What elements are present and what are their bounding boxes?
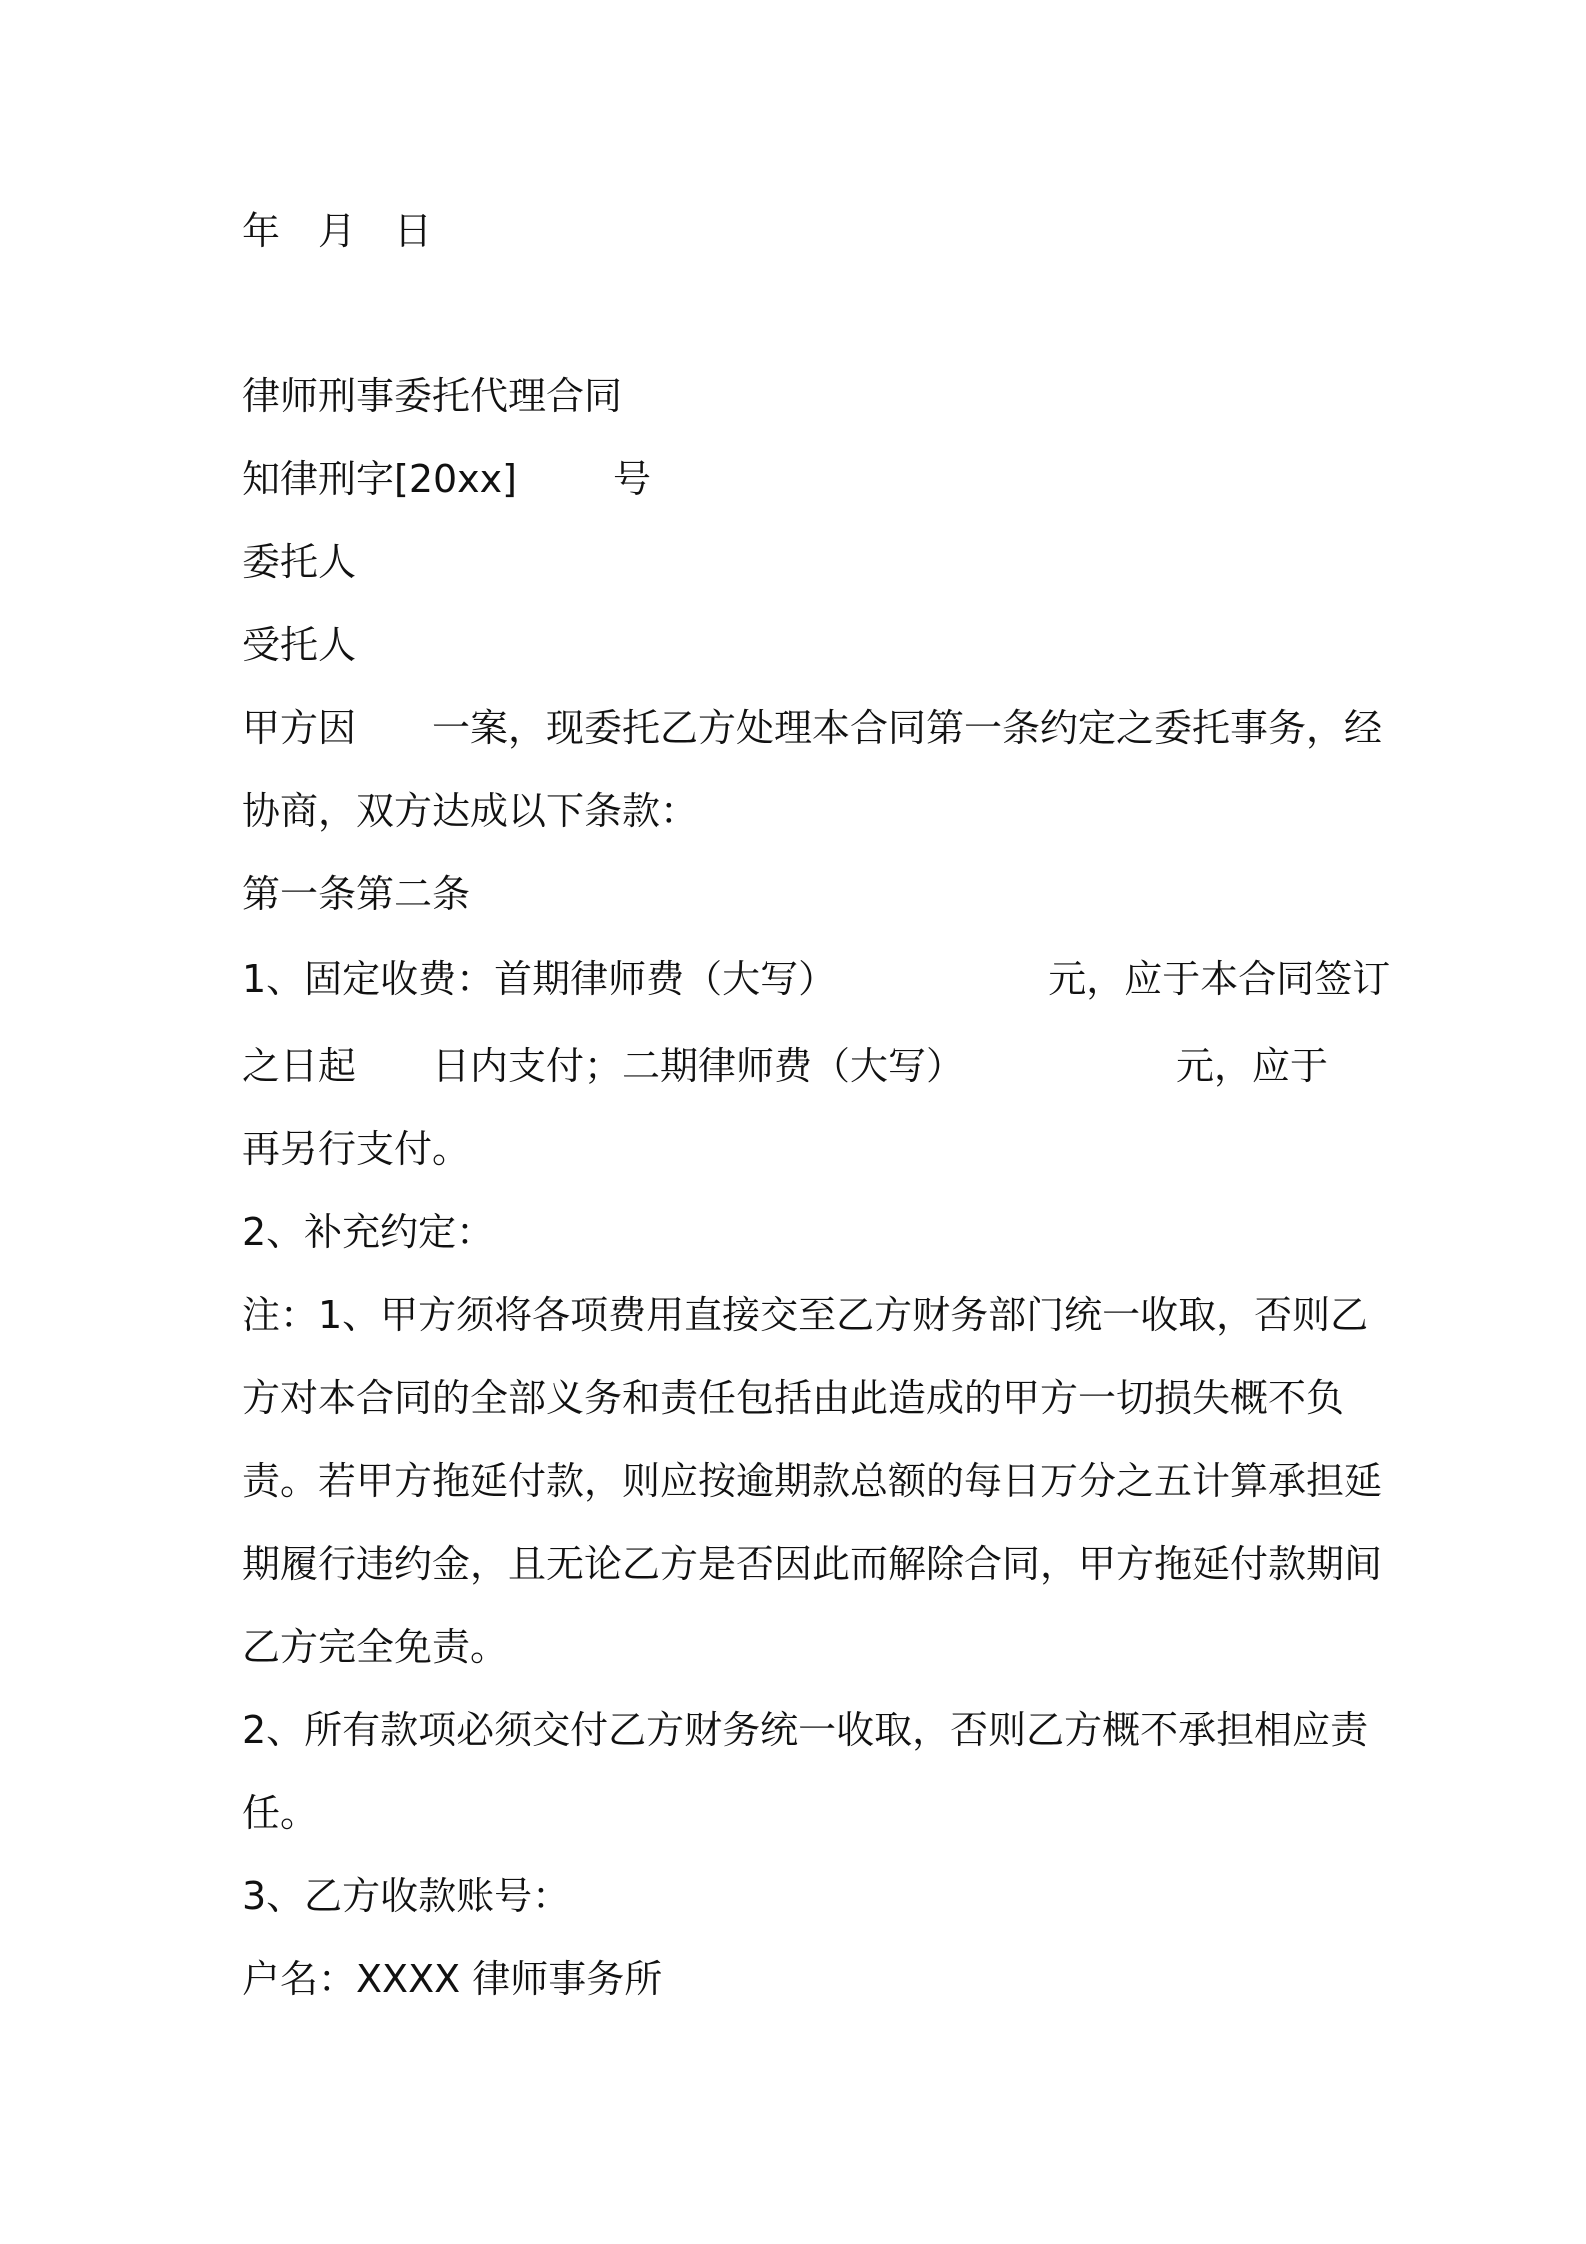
intro-case-text: 一案，现委托乙方处理本合同第一条约定之委托事务，经: [432, 706, 1383, 750]
fee-clause-line-3: 再另行支付。: [242, 1127, 471, 1171]
intro-because: 甲方因: [242, 706, 357, 750]
fee-clause-line-2: [242, 1043, 1328, 1089]
intro-line-1: [242, 705, 1382, 751]
date-day: 日: [394, 209, 433, 253]
agent-label: 受托人: [242, 623, 357, 667]
principal-label: 委托人: [242, 540, 357, 584]
fee-second-due: 元，应于: [1176, 1044, 1329, 1088]
fee-first-period: 1、固定收费：首期律师费（大写）: [242, 957, 837, 1001]
case-number-prefix: 知律刑字[20xx]: [242, 457, 517, 501]
note-line-4: 期履行违约金，且无论乙方是否因此而解除合同，甲方拖延付款期间: [242, 1542, 1383, 1586]
case-number: [242, 456, 651, 502]
note-line-2: 方对本合同的全部义务和责任包括由此造成的甲方一切损失概不负: [242, 1376, 1345, 1420]
contract-title: 律师刑事委托代理合同: [242, 374, 623, 418]
note-line-1: 注：1、甲方须将各项费用直接交至乙方财务部门统一收取，否则乙: [242, 1293, 1369, 1337]
fee-clause-line-1: [242, 956, 1390, 1002]
case-number-suffix: 号: [612, 457, 651, 501]
clause-2-line-2: 任。: [242, 1791, 319, 1835]
account-name: 户名：XXXX 律师事务所: [242, 1957, 663, 2001]
note-line-3: 责。若甲方拖延付款，则应按逾期款总额的每日万分之五计算承担延: [242, 1459, 1383, 1503]
date-year: 年: [242, 209, 281, 253]
fee-second-period: 日内支付；二期律师费（大写）: [432, 1044, 965, 1088]
clause-3-heading: 3、乙方收款账号：: [242, 1874, 571, 1918]
clause-2-line-1: 2、所有款项必须交付乙方财务统一收取，否则乙方概不承担相应责: [242, 1708, 1369, 1752]
fee-from-date: 之日起: [242, 1044, 357, 1088]
date-line: [242, 208, 432, 254]
fee-first-due: 元，应于本合同签订: [1048, 957, 1391, 1001]
supplement-heading: 2、补充约定：: [242, 1210, 495, 1254]
articles-heading: 第一条第二条: [242, 872, 471, 916]
date-month: 月: [318, 209, 357, 253]
note-line-5: 乙方完全免责。: [242, 1625, 509, 1669]
intro-line-2: 协商，双方达成以下条款：: [242, 789, 699, 833]
